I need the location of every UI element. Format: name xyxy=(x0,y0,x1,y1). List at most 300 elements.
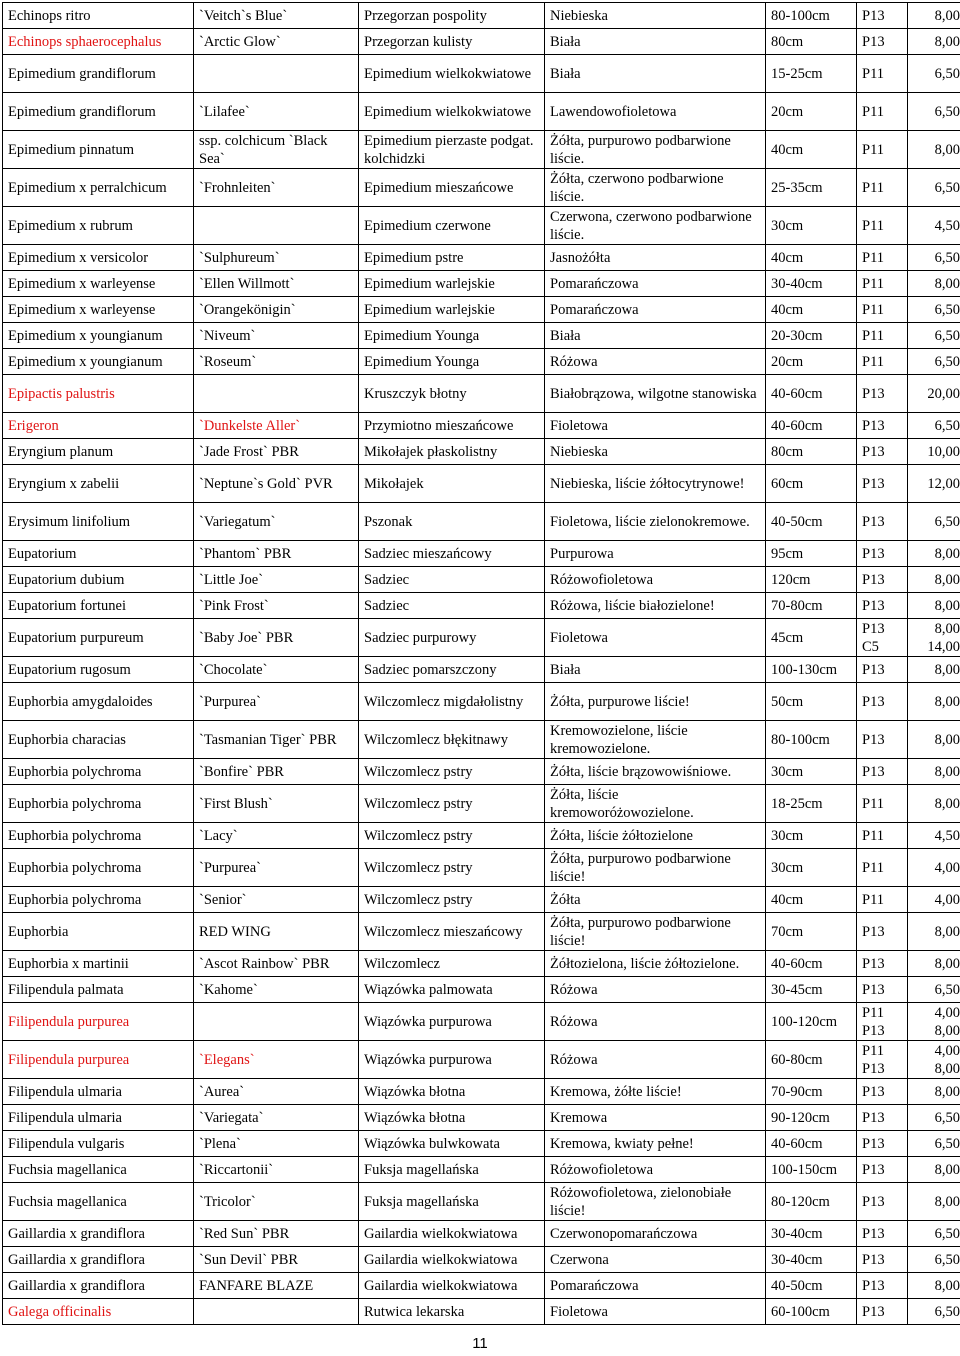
cultivar-cell: `Red Sun` PBR xyxy=(194,1221,359,1247)
pot-size-cell: P13 xyxy=(857,593,908,619)
price-cell: 8,00 xyxy=(908,593,960,619)
polish-name-cell: Wiązówka błotna xyxy=(359,1105,545,1131)
flower-color-cell: Żółta, liście kremoworóżowozielone. xyxy=(545,785,766,823)
table-row xyxy=(3,1003,960,1041)
table-row xyxy=(3,657,960,683)
polish-name-cell: Wilczomlecz xyxy=(359,951,545,977)
flower-color-cell: Pomarańczowa xyxy=(545,1273,766,1299)
polish-name-cell: Kruszczyk błotny xyxy=(359,375,545,413)
height-cell: 30-40cm xyxy=(766,1221,857,1247)
cultivar-cell: FANFARE BLAZE xyxy=(194,1273,359,1299)
height-cell: 60cm xyxy=(766,465,857,503)
height-cell: 30cm xyxy=(766,759,857,785)
height-cell: 20cm xyxy=(766,349,857,375)
flower-color-cell: Żółta, purpurowo podbarwione liście! xyxy=(545,913,766,951)
polish-name-cell: Wilczomlecz pstry xyxy=(359,759,545,785)
pot-size-cell: P11 xyxy=(857,271,908,297)
table-row xyxy=(3,55,960,93)
polish-name-cell: Fuksja magellańska xyxy=(359,1183,545,1221)
price-cell: 8,00 xyxy=(908,759,960,785)
price-cell: 6,50 xyxy=(908,55,960,93)
price-cell: 8,00 xyxy=(908,951,960,977)
latin-name-cell: Epimedium x youngianum xyxy=(3,349,194,375)
table-row xyxy=(3,785,960,823)
flower-color-cell: Niebieska xyxy=(545,439,766,465)
table-row xyxy=(3,271,960,297)
pot-size-cell: P13 xyxy=(857,1105,908,1131)
price-cell: 4,00 xyxy=(908,887,960,913)
flower-color-cell: Fioletowa xyxy=(545,413,766,439)
latin-name-cell: Eryngium planum xyxy=(3,439,194,465)
pot-size-cell: P13 xyxy=(857,951,908,977)
price-cell: 8,00 xyxy=(908,657,960,683)
latin-name-cell: Euphorbia xyxy=(3,913,194,951)
price-cell: 8,00 xyxy=(908,271,960,297)
cultivar-cell: `Frohnleiten` xyxy=(194,169,359,207)
cultivar-cell: `Pink Frost` xyxy=(194,593,359,619)
pot-size-cell: P13 xyxy=(857,439,908,465)
latin-name-cell: Fuchsia magellanica xyxy=(3,1183,194,1221)
latin-name-cell: Epipactis palustris xyxy=(3,375,194,413)
pot-size-cell: P13 C5 xyxy=(857,619,908,657)
latin-name-cell: Echinops sphaerocephalus xyxy=(3,29,194,55)
polish-name-cell: Sadziec xyxy=(359,593,545,619)
pot-size-cell: P13 xyxy=(857,567,908,593)
height-cell: 100-150cm xyxy=(766,1157,857,1183)
latin-name-cell: Epimedium x versicolor xyxy=(3,245,194,271)
latin-name-cell: Eupatorium rugosum xyxy=(3,657,194,683)
price-cell: 6,50 xyxy=(908,1105,960,1131)
price-cell: 6,50 xyxy=(908,1221,960,1247)
flower-color-cell: Różowa xyxy=(545,1003,766,1041)
pot-size-cell: P11 P13 xyxy=(857,1003,908,1041)
height-cell: 60-80cm xyxy=(766,1041,857,1079)
latin-name-cell: Galega officinalis xyxy=(3,1299,194,1325)
polish-name-cell: Epimedium Younga xyxy=(359,323,545,349)
latin-name-cell: Euphorbia polychroma xyxy=(3,785,194,823)
cultivar-cell: `Phantom` PBR xyxy=(194,541,359,567)
price-cell: 8,00 xyxy=(908,541,960,567)
price-cell: 6,50 xyxy=(908,93,960,131)
cultivar-cell xyxy=(194,55,359,93)
pot-size-cell: P13 xyxy=(857,465,908,503)
price-cell: 6,50 xyxy=(908,1131,960,1157)
table-row xyxy=(3,1041,960,1079)
price-cell: 6,50 xyxy=(908,349,960,375)
cultivar-cell: `Veitch`s Blue` xyxy=(194,3,359,29)
flower-color-cell: Różowofioletowa xyxy=(545,567,766,593)
latin-name-cell: Epimedium pinnatum xyxy=(3,131,194,169)
price-cell: 6,50 xyxy=(908,169,960,207)
table-row xyxy=(3,1221,960,1247)
price-cell: 20,00 xyxy=(908,375,960,413)
cultivar-cell: `Kahome` xyxy=(194,977,359,1003)
pot-size-cell: P13 xyxy=(857,503,908,541)
cultivar-cell: `Variegatum` xyxy=(194,503,359,541)
cultivar-cell: `Riccartonii` xyxy=(194,1157,359,1183)
latin-name-cell: Euphorbia polychroma xyxy=(3,759,194,785)
height-cell: 30cm xyxy=(766,849,857,887)
cultivar-cell xyxy=(194,1003,359,1041)
height-cell: 40cm xyxy=(766,887,857,913)
table-row xyxy=(3,131,960,169)
price-cell: 8,00 xyxy=(908,29,960,55)
latin-name-cell: Gaillardia x grandiflora xyxy=(3,1221,194,1247)
height-cell: 60-100cm xyxy=(766,1299,857,1325)
flower-color-cell: Fioletowa, liście zielonokremowe. xyxy=(545,503,766,541)
cultivar-cell: `Ellen Willmott` xyxy=(194,271,359,297)
latin-name-cell: Echinops ritro xyxy=(3,3,194,29)
latin-name-cell: Eryngium x zabelii xyxy=(3,465,194,503)
flower-color-cell: Żółta xyxy=(545,887,766,913)
latin-name-cell: Epimedium grandiflorum xyxy=(3,93,194,131)
table-row xyxy=(3,169,960,207)
polish-name-cell: Sadziec xyxy=(359,567,545,593)
height-cell: 30cm xyxy=(766,823,857,849)
height-cell: 70-90cm xyxy=(766,1079,857,1105)
polish-name-cell: Przymiotno mieszańcowe xyxy=(359,413,545,439)
pot-size-cell: P13 xyxy=(857,413,908,439)
cultivar-cell: `Lilafee` xyxy=(194,93,359,131)
table-row xyxy=(3,977,960,1003)
table-row xyxy=(3,297,960,323)
pot-size-cell: P11 xyxy=(857,849,908,887)
latin-name-cell: Epimedium grandiflorum xyxy=(3,55,194,93)
table-row xyxy=(3,439,960,465)
price-cell: 8,00 xyxy=(908,3,960,29)
polish-name-cell: Wilczomlecz pstry xyxy=(359,849,545,887)
cultivar-cell: `Plena` xyxy=(194,1131,359,1157)
polish-name-cell: Epimedium czerwone xyxy=(359,207,545,245)
cultivar-cell xyxy=(194,375,359,413)
flower-color-cell: Jasnożółta xyxy=(545,245,766,271)
table-row xyxy=(3,93,960,131)
pot-size-cell: P11 xyxy=(857,207,908,245)
table-row xyxy=(3,541,960,567)
table-row xyxy=(3,619,960,657)
flower-color-cell: Biała xyxy=(545,323,766,349)
price-cell: 8,00 14,00 xyxy=(908,619,960,657)
pot-size-cell: P11 xyxy=(857,55,908,93)
cultivar-cell: `Purpurea` xyxy=(194,683,359,721)
latin-name-cell: Euphorbia characias xyxy=(3,721,194,759)
cultivar-cell: RED WING xyxy=(194,913,359,951)
price-cell: 6,50 xyxy=(908,323,960,349)
latin-name-cell: Euphorbia polychroma xyxy=(3,887,194,913)
height-cell: 120cm xyxy=(766,567,857,593)
height-cell: 70cm xyxy=(766,913,857,951)
table-row xyxy=(3,1105,960,1131)
table-row xyxy=(3,375,960,413)
flower-color-cell: Kremowa, żółte liście! xyxy=(545,1079,766,1105)
flower-color-cell: Niebieska, liście żółtocytrynowe! xyxy=(545,465,766,503)
price-cell: 6,50 xyxy=(908,977,960,1003)
flower-color-cell: Żółta, czerwono podbarwione liście. xyxy=(545,169,766,207)
latin-name-cell: Eupatorium fortunei xyxy=(3,593,194,619)
cultivar-cell: `Ascot Rainbow` PBR xyxy=(194,951,359,977)
latin-name-cell: Filipendula palmata xyxy=(3,977,194,1003)
polish-name-cell: Wilczomlecz mieszańcowy xyxy=(359,913,545,951)
pot-size-cell: P13 xyxy=(857,1299,908,1325)
pot-size-cell: P11 P13 xyxy=(857,1041,908,1079)
pot-size-cell: P11 xyxy=(857,131,908,169)
latin-name-cell: Gaillardia x grandiflora xyxy=(3,1247,194,1273)
price-cell: 8,00 xyxy=(908,1183,960,1221)
table-row xyxy=(3,207,960,245)
latin-name-cell: Euphorbia polychroma xyxy=(3,823,194,849)
price-cell: 6,50 xyxy=(908,245,960,271)
table-row xyxy=(3,1183,960,1221)
flower-color-cell: Pomarańczowa xyxy=(545,271,766,297)
flower-color-cell: Fioletowa xyxy=(545,619,766,657)
polish-name-cell: Wiązówka purpurowa xyxy=(359,1003,545,1041)
latin-name-cell: Erysimum linifolium xyxy=(3,503,194,541)
cultivar-cell: `Senior` xyxy=(194,887,359,913)
flower-color-cell: Żółtozielona, liście żółtozielone. xyxy=(545,951,766,977)
pot-size-cell: P11 xyxy=(857,245,908,271)
height-cell: 100-120cm xyxy=(766,1003,857,1041)
price-cell: 8,00 xyxy=(908,913,960,951)
height-cell: 80cm xyxy=(766,439,857,465)
polish-name-cell: Sadziec purpurowy xyxy=(359,619,545,657)
flower-color-cell: Żółta, liście brązowowiśniowe. xyxy=(545,759,766,785)
price-cell: 4,50 xyxy=(908,823,960,849)
cultivar-cell: ssp. colchicum `Black Sea` xyxy=(194,131,359,169)
flower-color-cell: Czerwona, czerwono podbarwione liście. xyxy=(545,207,766,245)
latin-name-cell: Epimedium x perralchicum xyxy=(3,169,194,207)
table-row xyxy=(3,349,960,375)
height-cell: 90-120cm xyxy=(766,1105,857,1131)
pot-size-cell: P11 xyxy=(857,93,908,131)
cultivar-cell: `Sun Devil` PBR xyxy=(194,1247,359,1273)
table-row xyxy=(3,3,960,29)
latin-name-cell: Erigeron xyxy=(3,413,194,439)
latin-name-cell: Filipendula vulgaris xyxy=(3,1131,194,1157)
height-cell: 45cm xyxy=(766,619,857,657)
height-cell: 100-130cm xyxy=(766,657,857,683)
height-cell: 80-120cm xyxy=(766,1183,857,1221)
polish-name-cell: Rutwica lekarska xyxy=(359,1299,545,1325)
cultivar-cell: `Purpurea` xyxy=(194,849,359,887)
table-row xyxy=(3,413,960,439)
pot-size-cell: P13 xyxy=(857,759,908,785)
polish-name-cell: Epimedium Younga xyxy=(359,349,545,375)
pot-size-cell: P13 xyxy=(857,1157,908,1183)
price-cell: 8,00 xyxy=(908,1273,960,1299)
polish-name-cell: Epimedium warlejskie xyxy=(359,271,545,297)
cultivar-cell: `Variegata` xyxy=(194,1105,359,1131)
polish-name-cell: Wiązówka błotna xyxy=(359,1079,545,1105)
table-row xyxy=(3,887,960,913)
flower-color-cell: Niebieska xyxy=(545,3,766,29)
latin-name-cell: Eupatorium xyxy=(3,541,194,567)
polish-name-cell: Wilczomlecz migdałolistny xyxy=(359,683,545,721)
polish-name-cell: Epimedium wielkokwiatowe xyxy=(359,93,545,131)
latin-name-cell: Filipendula purpurea xyxy=(3,1041,194,1079)
flower-color-cell: Czerwonopomarańczowa xyxy=(545,1221,766,1247)
flower-color-cell: Biała xyxy=(545,29,766,55)
flower-color-cell: Różowa xyxy=(545,1041,766,1079)
table-row xyxy=(3,823,960,849)
flower-color-cell: Pomarańczowa xyxy=(545,297,766,323)
flower-color-cell: Różowa, liście białozielone! xyxy=(545,593,766,619)
cultivar-cell: `First Blush` xyxy=(194,785,359,823)
polish-name-cell: Fuksja magellańska xyxy=(359,1157,545,1183)
flower-color-cell: Różowofioletowa xyxy=(545,1157,766,1183)
polish-name-cell: Epimedium pierzaste podgat. kolchidzki xyxy=(359,131,545,169)
height-cell: 95cm xyxy=(766,541,857,567)
latin-name-cell: Filipendula ulmaria xyxy=(3,1105,194,1131)
height-cell: 25-35cm xyxy=(766,169,857,207)
price-cell: 8,00 xyxy=(908,721,960,759)
table-row xyxy=(3,849,960,887)
table-row xyxy=(3,567,960,593)
polish-name-cell: Wilczomlecz błękitnawy xyxy=(359,721,545,759)
pot-size-cell: P13 xyxy=(857,1247,908,1273)
plant-table-body xyxy=(3,3,960,1325)
price-cell: 8,00 xyxy=(908,785,960,823)
table-row xyxy=(3,465,960,503)
height-cell: 80-100cm xyxy=(766,3,857,29)
price-cell: 4,00 xyxy=(908,849,960,887)
cultivar-cell xyxy=(194,207,359,245)
height-cell: 40-60cm xyxy=(766,375,857,413)
height-cell: 30-40cm xyxy=(766,1247,857,1273)
polish-name-cell: Przegorzan kulisty xyxy=(359,29,545,55)
price-cell: 6,50 xyxy=(908,503,960,541)
cultivar-cell: `Lacy` xyxy=(194,823,359,849)
polish-name-cell: Pszonak xyxy=(359,503,545,541)
flower-color-cell: Żółta, purpurowo podbarwione liście. xyxy=(545,131,766,169)
page-number: 11 xyxy=(472,1335,488,1352)
price-cell: 6,50 xyxy=(908,1299,960,1325)
table-row xyxy=(3,1079,960,1105)
pot-size-cell: P11 xyxy=(857,785,908,823)
cultivar-cell: `Aurea` xyxy=(194,1079,359,1105)
pot-size-cell: P13 xyxy=(857,1273,908,1299)
cultivar-cell: `Dunkelste Aller` xyxy=(194,413,359,439)
pot-size-cell: P13 xyxy=(857,3,908,29)
flower-color-cell: Żółta, liście żółtozielone xyxy=(545,823,766,849)
plant-price-table xyxy=(2,2,960,1325)
pot-size-cell: P13 xyxy=(857,683,908,721)
cultivar-cell: `Orangekönigin` xyxy=(194,297,359,323)
flower-color-cell: Różowa xyxy=(545,349,766,375)
latin-name-cell: Eupatorium purpureum xyxy=(3,619,194,657)
table-row xyxy=(3,323,960,349)
latin-name-cell: Epimedium x rubrum xyxy=(3,207,194,245)
price-cell: 10,00 xyxy=(908,439,960,465)
flower-color-cell: Żółta, purpurowo podbarwione liście! xyxy=(545,849,766,887)
table-row xyxy=(3,759,960,785)
pot-size-cell: P13 xyxy=(857,1183,908,1221)
table-row xyxy=(3,245,960,271)
flower-color-cell: Purpurowa xyxy=(545,541,766,567)
polish-name-cell: Przegorzan pospolity xyxy=(359,3,545,29)
table-row xyxy=(3,683,960,721)
polish-name-cell: Wiązówka purpurowa xyxy=(359,1041,545,1079)
polish-name-cell: Wilczomlecz pstry xyxy=(359,887,545,913)
height-cell: 30-45cm xyxy=(766,977,857,1003)
price-cell: 6,50 xyxy=(908,1247,960,1273)
price-cell: 8,00 xyxy=(908,683,960,721)
cultivar-cell: `Arctic Glow` xyxy=(194,29,359,55)
table-row xyxy=(3,1131,960,1157)
height-cell: 40-50cm xyxy=(766,1273,857,1299)
height-cell: 20cm xyxy=(766,93,857,131)
pot-size-cell: P13 xyxy=(857,29,908,55)
pot-size-cell: P11 xyxy=(857,887,908,913)
flower-color-cell: Biała xyxy=(545,55,766,93)
price-cell: 8,00 xyxy=(908,1079,960,1105)
flower-color-cell: Kremowozielone, liście kremowozielone. xyxy=(545,721,766,759)
table-row xyxy=(3,1157,960,1183)
price-cell: 4,50 xyxy=(908,207,960,245)
cultivar-cell: `Elegans` xyxy=(194,1041,359,1079)
pot-size-cell: P11 xyxy=(857,823,908,849)
latin-name-cell: Filipendula purpurea xyxy=(3,1003,194,1041)
height-cell: 40-60cm xyxy=(766,413,857,439)
pot-size-cell: P13 xyxy=(857,913,908,951)
polish-name-cell: Mikołajek płaskolistny xyxy=(359,439,545,465)
cultivar-cell: `Baby Joe` PBR xyxy=(194,619,359,657)
polish-name-cell: Sadziec pomarszczony xyxy=(359,657,545,683)
price-cell: 12,00 xyxy=(908,465,960,503)
latin-name-cell: Euphorbia amygdaloides xyxy=(3,683,194,721)
height-cell: 80-100cm xyxy=(766,721,857,759)
height-cell: 40-60cm xyxy=(766,951,857,977)
pot-size-cell: P11 xyxy=(857,349,908,375)
price-cell: 4,00 8,00 xyxy=(908,1041,960,1079)
polish-name-cell: Wiązówka palmowata xyxy=(359,977,545,1003)
table-row xyxy=(3,593,960,619)
polish-name-cell: Epimedium pstre xyxy=(359,245,545,271)
table-row xyxy=(3,951,960,977)
cultivar-cell: `Sulphureum` xyxy=(194,245,359,271)
table-row xyxy=(3,913,960,951)
polish-name-cell: Epimedium mieszańcowe xyxy=(359,169,545,207)
height-cell: 40cm xyxy=(766,245,857,271)
height-cell: 40cm xyxy=(766,297,857,323)
polish-name-cell: Gailardia wielkokwiatowa xyxy=(359,1247,545,1273)
latin-name-cell: Gaillardia x grandiflora xyxy=(3,1273,194,1299)
cultivar-cell: `Tasmanian Tiger` PBR xyxy=(194,721,359,759)
cultivar-cell: `Tricolor` xyxy=(194,1183,359,1221)
table-row xyxy=(3,1273,960,1299)
height-cell: 30cm xyxy=(766,207,857,245)
polish-name-cell: Epimedium warlejskie xyxy=(359,297,545,323)
latin-name-cell: Epimedium x warleyense xyxy=(3,271,194,297)
pot-size-cell: P13 xyxy=(857,977,908,1003)
height-cell: 40-60cm xyxy=(766,1131,857,1157)
latin-name-cell: Epimedium x youngianum xyxy=(3,323,194,349)
pot-size-cell: P11 xyxy=(857,323,908,349)
table-row xyxy=(3,29,960,55)
cultivar-cell: `Niveum` xyxy=(194,323,359,349)
latin-name-cell: Eupatorium dubium xyxy=(3,567,194,593)
latin-name-cell: Euphorbia x martinii xyxy=(3,951,194,977)
cultivar-cell: `Roseum` xyxy=(194,349,359,375)
cultivar-cell xyxy=(194,1299,359,1325)
flower-color-cell: Kremowa, kwiaty pełne! xyxy=(545,1131,766,1157)
polish-name-cell: Gailardia wielkokwiatowa xyxy=(359,1221,545,1247)
pot-size-cell: P13 xyxy=(857,657,908,683)
pot-size-cell: P11 xyxy=(857,169,908,207)
height-cell: 80cm xyxy=(766,29,857,55)
latin-name-cell: Fuchsia magellanica xyxy=(3,1157,194,1183)
cultivar-cell: `Little Joe` xyxy=(194,567,359,593)
flower-color-cell: Czerwona xyxy=(545,1247,766,1273)
